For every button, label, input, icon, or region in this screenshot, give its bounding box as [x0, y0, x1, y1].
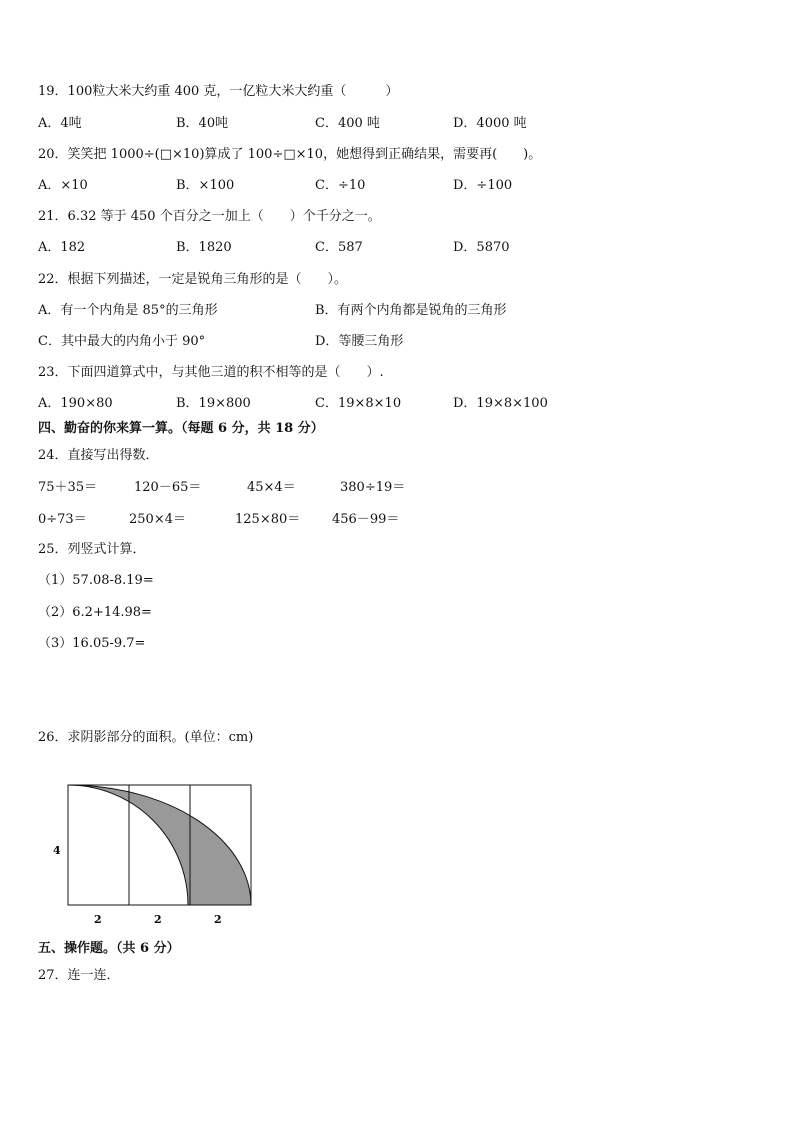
q24-r1-item-4: 380÷19＝	[340, 480, 406, 495]
section-5-title: 五、操作题。（共 6 分）	[38, 941, 180, 956]
q23-option-c[interactable]: C．19×8×10	[315, 396, 402, 411]
q23-option-a[interactable]: A．190×80	[38, 396, 113, 411]
q19-option-b[interactable]: B．40吨	[176, 116, 229, 131]
q21-option-d[interactable]: D．5870	[453, 240, 510, 255]
q20-option-b[interactable]: B．×100	[176, 178, 235, 193]
q24-r1-item-2: 120－65＝	[134, 480, 202, 495]
q22-option-c[interactable]: C．其中最大的内角小于 90°	[38, 334, 206, 349]
question-27-stem: 27．连一连．	[38, 968, 120, 983]
q22-option-d[interactable]: D．等腰三角形	[315, 334, 404, 349]
bottom-label-1: 2	[94, 913, 102, 926]
question-26-stem: 26．求阴影部分的面积。(单位：cm)	[38, 730, 254, 745]
q24-r2-item-2: 250×4＝	[129, 512, 186, 527]
q20-option-d[interactable]: D．÷100	[453, 178, 513, 193]
q24-r2-item-4: 456－99＝	[332, 512, 400, 527]
q20-option-c[interactable]: C．÷10	[315, 178, 366, 193]
section-4-title: 四、勤奋的你来算一算。（每题 6 分，共 18 分）	[38, 421, 324, 436]
q19-option-a[interactable]: A．4吨	[38, 116, 82, 131]
q20-option-a[interactable]: A．×10	[38, 178, 88, 193]
q24-r1-item-3: 45×4＝	[247, 480, 296, 495]
q19-option-d[interactable]: D．4000 吨	[453, 116, 527, 131]
question-20-stem: 20．笑笑把 1000÷(□×10)算成了 100÷□×10，她想得到正确结果，需要再( )。	[38, 147, 542, 162]
inner-arc	[68, 785, 188, 905]
question-19-stem: 19．100粒大米大约重 400 克，一亿粒大米大约重（ ）	[38, 84, 399, 99]
q24-r1-item-1: 75＋35＝	[38, 480, 98, 495]
bottom-label-2: 2	[154, 913, 162, 926]
question-22-stem: 22．根据下列描述，一定是锐角三角形的是（ ）。	[38, 272, 348, 287]
question-23-stem: 23．下面四道算式中，与其他三道的积不相等的是（ ）.	[38, 365, 384, 380]
question-21-stem: 21．6.32 等于 450 个百分之一加上（ ）个千分之一。	[38, 209, 381, 224]
q25-item-3: （3）16.05-9.7=	[38, 636, 146, 651]
q19-option-c[interactable]: C．400 吨	[315, 116, 380, 131]
shaded-region	[68, 785, 251, 905]
shaded-area-figure	[48, 780, 268, 930]
q23-option-b[interactable]: B．19×800	[176, 396, 251, 411]
q24-r2-item-1: 0÷73＝	[38, 512, 87, 527]
question-25-stem: 25．列竖式计算．	[38, 542, 146, 557]
q25-item-2: （2）6.2+14.98=	[38, 605, 152, 620]
q22-option-a[interactable]: A．有一个内角是 85°的三角形	[38, 303, 218, 318]
q21-option-a[interactable]: A．182	[38, 240, 86, 255]
bottom-label-3: 2	[214, 913, 222, 926]
question-24-stem: 24．直接写出得数．	[38, 448, 159, 463]
q24-r2-item-3: 125×80＝	[235, 512, 301, 527]
q21-option-c[interactable]: C．587	[315, 240, 363, 255]
q23-option-d[interactable]: D．19×8×100	[453, 396, 548, 411]
q25-item-1: （1）57.08-8.19=	[38, 573, 154, 588]
q22-option-b[interactable]: B．有两个内角都是锐角的三角形	[315, 303, 507, 318]
side-label: 4	[53, 844, 61, 857]
q21-option-b[interactable]: B．1820	[176, 240, 232, 255]
